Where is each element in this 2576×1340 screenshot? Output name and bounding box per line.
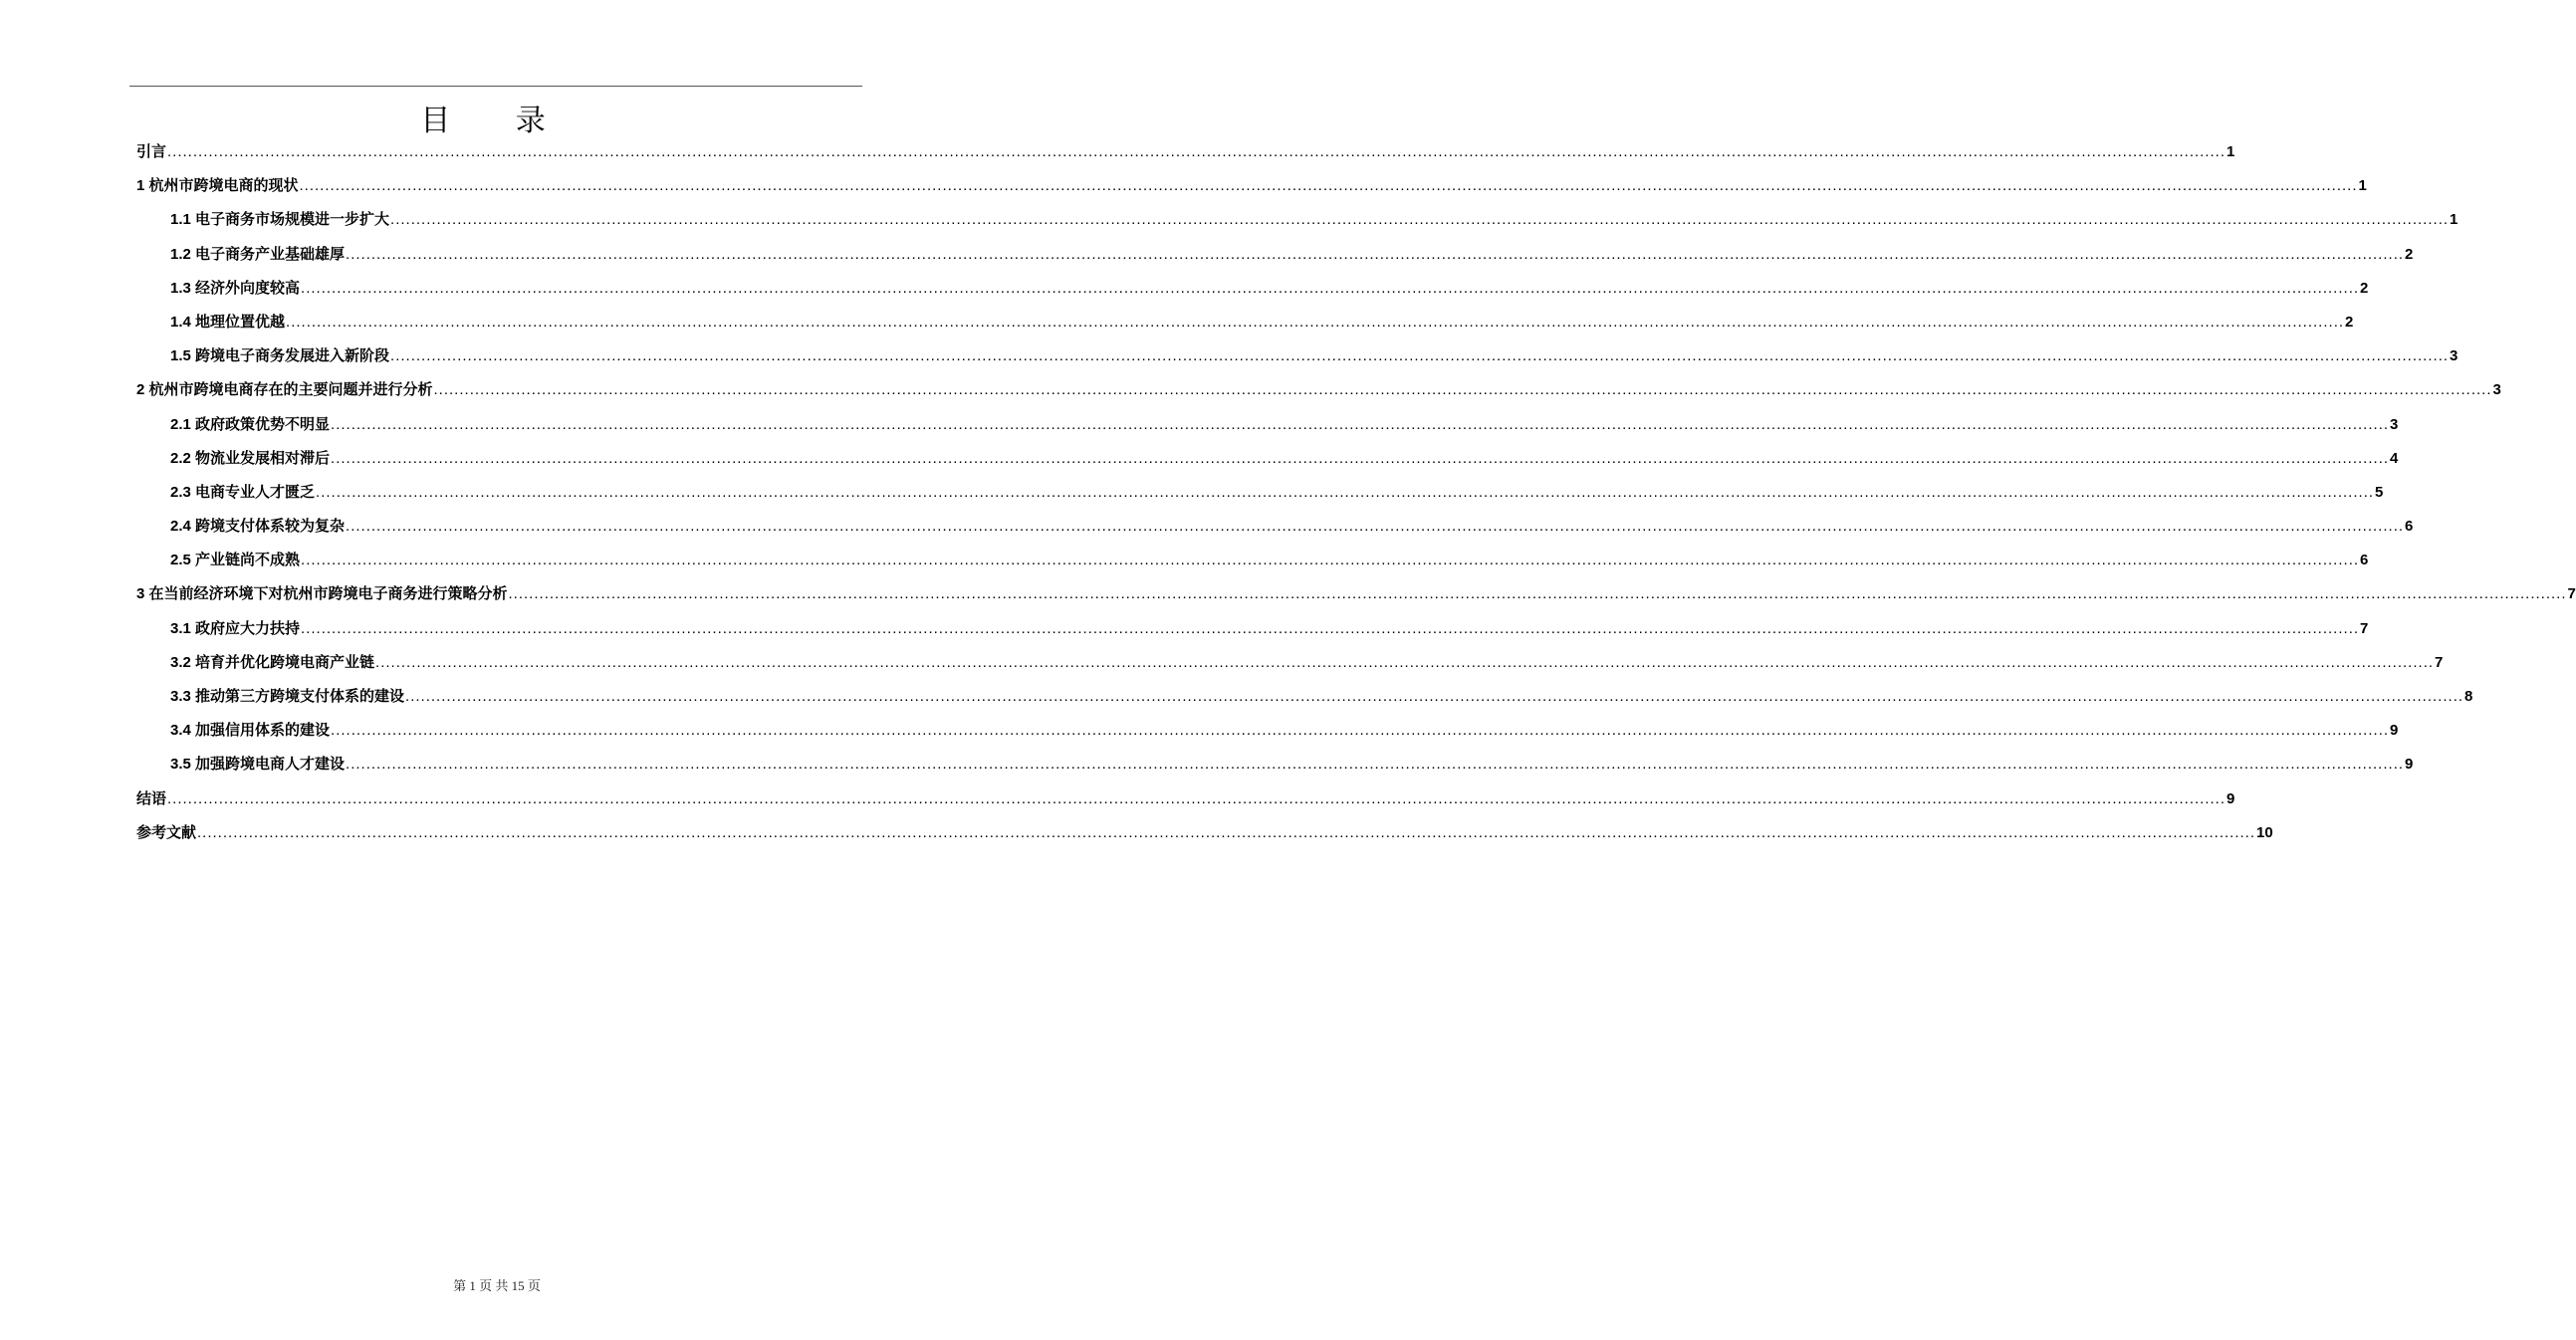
toc-entry-label: 1.2 电子商务产业基础雄厚 (170, 245, 346, 263)
toc-entry-page-number: 1 (2226, 143, 2235, 160)
toc-dot-leader: ................................................................................................................................................................................................................................................................................................................................................................................................................ (405, 688, 2464, 705)
toc-dot-leader: ................................................................................................................................................................................................................................................................................................................................................................................................................ (390, 211, 2450, 229)
toc-entry-page-number: 9 (2405, 756, 2414, 774)
toc-dot-leader: ................................................................................................................................................................................................................................................................................................................................................................................................................ (331, 722, 2390, 740)
toc-dot-leader: ................................................................................................................................................................................................................................................................................................................................................................................................................ (167, 789, 2226, 807)
toc-entry[interactable] (136, 342, 2459, 376)
toc-dot-leader: ................................................................................................................................................................................................................................................................................................................................................................................................................ (346, 518, 2405, 536)
toc-entry-label: 3.5 加强跨境电商人才建设 (170, 756, 346, 774)
toc-entry[interactable] (136, 172, 2367, 206)
toc-entry[interactable] (136, 785, 2235, 819)
toc-entry-label: 1 杭州市跨境电商的现状 (136, 177, 299, 195)
toc-entry-page-number: 7 (2435, 653, 2444, 671)
toc-entry-label: 3.1 政府应大力扶持 (170, 619, 301, 637)
toc-entry-label: 2.1 政府政策优势不明显 (170, 415, 331, 433)
toc-entry-label: 1.3 经济外向度较高 (170, 279, 301, 297)
toc-entry-label: 2.3 电商专业人才匮乏 (170, 483, 316, 501)
toc-entry-label: 3.4 加强信用体系的建设 (170, 722, 331, 740)
table-of-contents (136, 138, 2576, 853)
toc-entry-page-number: 10 (2256, 823, 2273, 841)
toc-dot-leader: ................................................................................................................................................................................................................................................................................................................................................................................................................ (375, 653, 2435, 671)
toc-entry-page-number: 9 (2226, 789, 2235, 807)
toc-entry[interactable] (136, 649, 2444, 683)
toc-entry-label: 2.5 产业链尚不成熟 (170, 552, 301, 569)
toc-entry-page-number: 3 (2390, 415, 2399, 433)
toc-entry-page-number: 2 (2345, 313, 2354, 331)
toc-dot-leader: ................................................................................................................................................................................................................................................................................................................................................................................................................ (197, 823, 2256, 841)
toc-entry[interactable] (136, 717, 2399, 751)
toc-dot-leader: ................................................................................................................................................................................................................................................................................................................................................................................................................ (167, 143, 2226, 160)
toc-dot-leader: ................................................................................................................................................................................................................................................................................................................................................................................................................ (346, 245, 2405, 263)
toc-entry-page-number: 8 (2464, 688, 2473, 705)
toc-entry[interactable] (136, 547, 2369, 580)
toc-dot-leader: ................................................................................................................................................................................................................................................................................................................................................................................................................ (390, 347, 2450, 365)
toc-dot-leader: ................................................................................................................................................................................................................................................................................................................................................................................................................ (316, 483, 2375, 501)
toc-entry[interactable] (136, 206, 2459, 240)
toc-entry-label: 1.5 跨境电子商务发展进入新阶段 (170, 347, 390, 365)
toc-dot-leader: ................................................................................................................................................................................................................................................................................................................................................................................................................ (508, 585, 2567, 603)
toc-entry[interactable] (136, 275, 2369, 309)
toc-entry-page-number: 7 (2360, 619, 2369, 637)
toc-entry-label: 3.2 培育并优化跨境电商产业链 (170, 653, 375, 671)
toc-dot-leader: ................................................................................................................................................................................................................................................................................................................................................................................................................ (346, 756, 2405, 774)
toc-entry[interactable] (136, 683, 2473, 717)
toc-entry-page-number: 3 (2492, 381, 2501, 399)
toc-dot-leader: ................................................................................................................................................................................................................................................................................................................................................................................................................ (331, 415, 2390, 433)
toc-entry-page-number: 5 (2375, 483, 2384, 501)
toc-entry[interactable] (136, 445, 2399, 479)
toc-entry[interactable] (136, 580, 2576, 614)
toc-entry-label: 3 在当前经济环境下对杭州市跨境电子商务进行策略分析 (136, 585, 508, 603)
toc-entry-page-number: 1 (2358, 177, 2367, 195)
toc-entry-label: 1.4 地理位置优越 (170, 313, 286, 331)
toc-dot-leader: ................................................................................................................................................................................................................................................................................................................................................................................................................ (286, 313, 2345, 331)
page-footer: 第 1 页 共 15 页 (453, 1278, 541, 1293)
toc-entry[interactable] (136, 615, 2369, 649)
toc-entry-label: 3.3 推动第三方跨境支付体系的建设 (170, 688, 405, 705)
header-rule (129, 86, 862, 87)
toc-entry[interactable] (136, 479, 2384, 513)
toc-dot-leader: ................................................................................................................................................................................................................................................................................................................................................................................................................ (301, 619, 2360, 637)
toc-entry-page-number: 7 (2567, 585, 2576, 603)
toc-dot-leader: ................................................................................................................................................................................................................................................................................................................................................................................................................ (301, 552, 2360, 569)
toc-entry-label: 2 杭州市跨境电商存在的主要问题并进行分析 (136, 381, 433, 399)
toc-entry-page-number: 6 (2405, 518, 2414, 536)
toc-entry-page-number: 2 (2360, 279, 2369, 297)
toc-entry-page-number: 4 (2390, 449, 2399, 467)
toc-entry-label: 结语 (136, 789, 167, 807)
toc-entry-label: 引言 (136, 143, 167, 160)
toc-entry-label: 2.4 跨境支付体系较为复杂 (170, 518, 346, 536)
toc-entry-label: 1.1 电子商务市场规模进一步扩大 (170, 211, 390, 229)
toc-entry[interactable] (136, 819, 2273, 853)
toc-entry[interactable] (136, 411, 2399, 445)
toc-entry[interactable] (136, 376, 2501, 410)
toc-entry-label: 2.2 物流业发展相对滞后 (170, 449, 331, 467)
page-title: 目 录 (420, 104, 574, 138)
toc-entry[interactable] (136, 309, 2354, 342)
toc-dot-leader: ................................................................................................................................................................................................................................................................................................................................................................................................................ (299, 177, 2358, 195)
toc-dot-leader: ................................................................................................................................................................................................................................................................................................................................................................................................................ (331, 449, 2390, 467)
toc-entry-page-number: 6 (2360, 552, 2369, 569)
toc-entry[interactable] (136, 241, 2414, 275)
toc-entry-label: 参考文献 (136, 823, 197, 841)
toc-entry[interactable] (136, 138, 2235, 172)
toc-dot-leader: ................................................................................................................................................................................................................................................................................................................................................................................................................ (433, 381, 2492, 399)
toc-entry-page-number: 3 (2450, 347, 2459, 365)
toc-entry[interactable] (136, 751, 2414, 784)
toc-dot-leader: ................................................................................................................................................................................................................................................................................................................................................................................................................ (301, 279, 2360, 297)
toc-entry-page-number: 2 (2405, 245, 2414, 263)
toc-entry[interactable] (136, 513, 2414, 547)
toc-entry-page-number: 9 (2390, 722, 2399, 740)
toc-entry-page-number: 1 (2450, 211, 2459, 229)
